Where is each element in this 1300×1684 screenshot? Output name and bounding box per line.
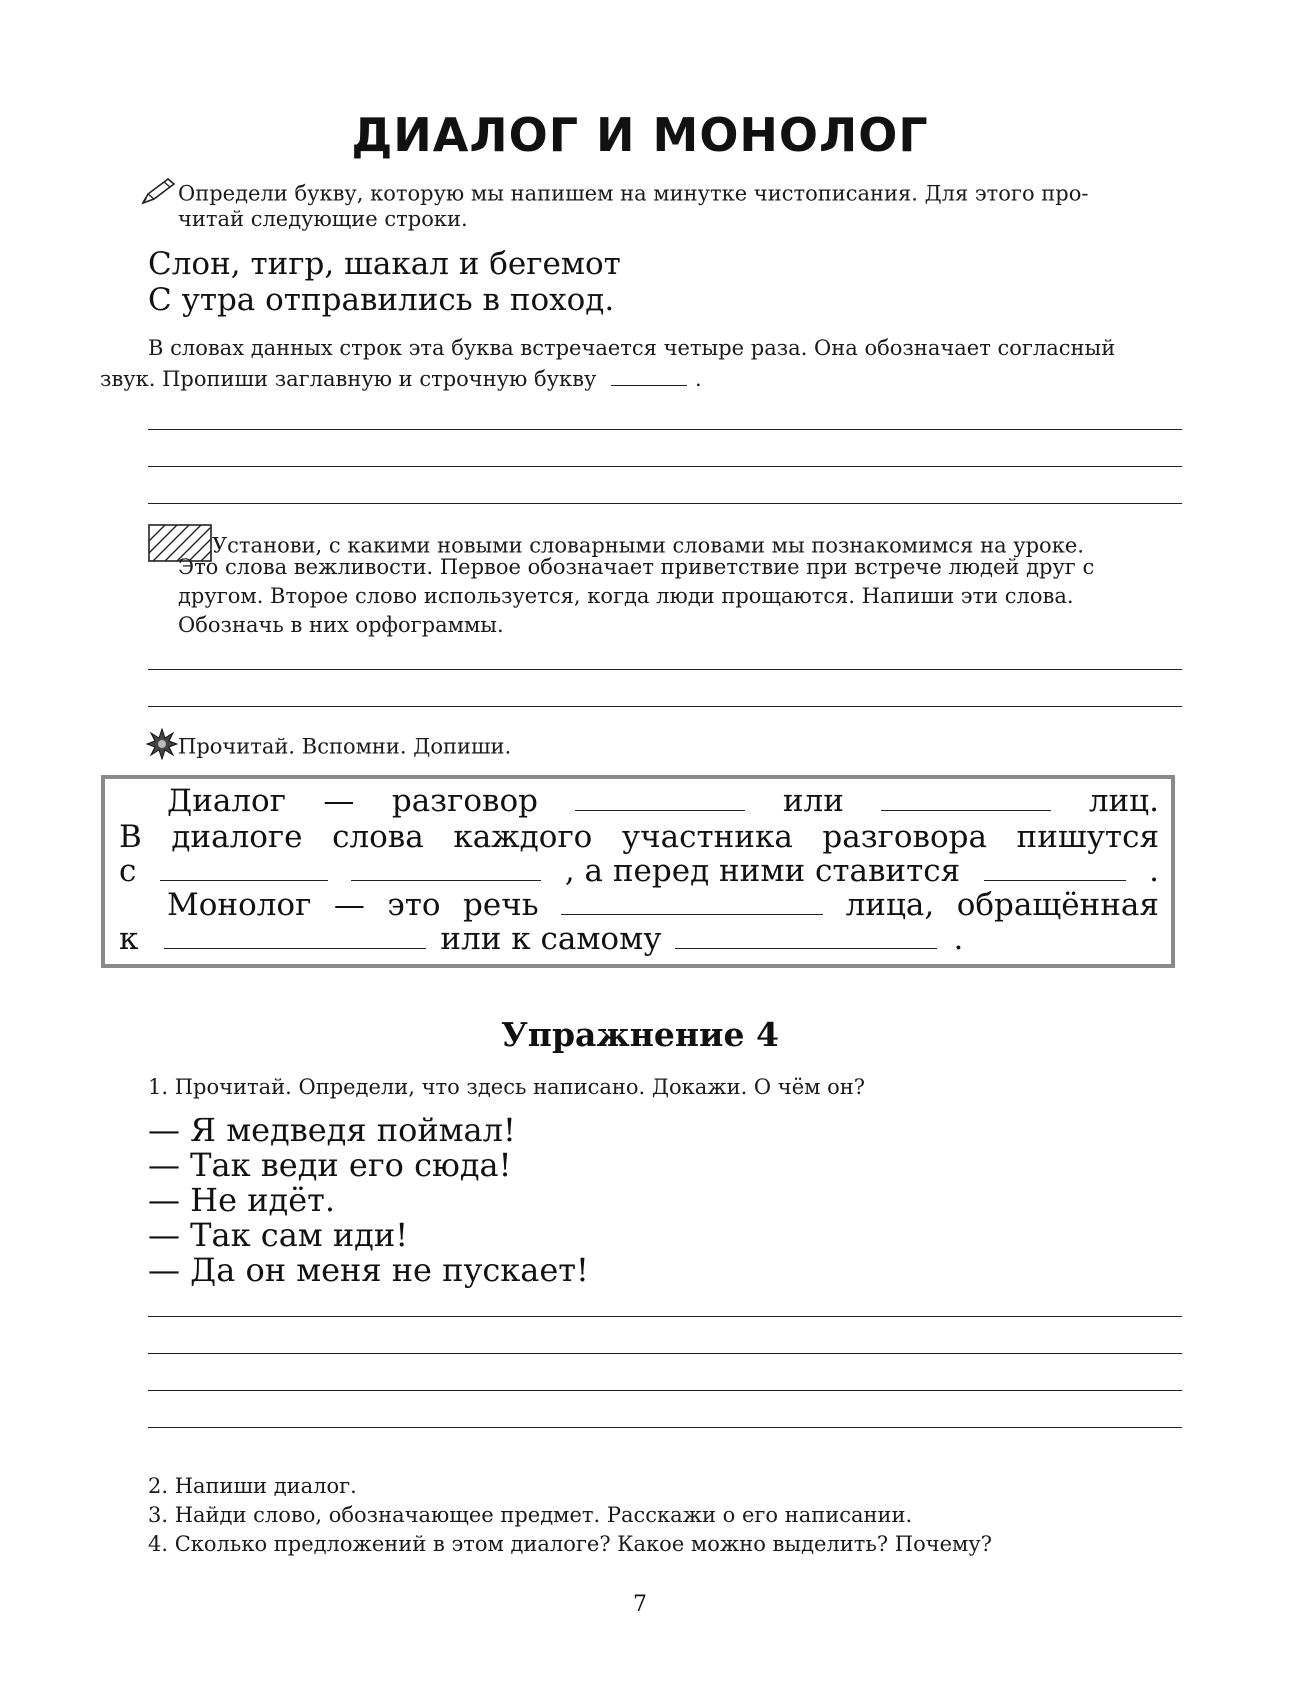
task1-text-line2-content: звук. Пропиши заглавную и строчную букву: [100, 367, 597, 391]
exercise-question-3: 3. Найди слово, обозначающее предмет. Расскажи о его написании.: [148, 1503, 913, 1527]
fill-blank[interactable]: [881, 784, 1051, 811]
writing-line[interactable]: [148, 1316, 1182, 1317]
frame-word: каждого: [453, 819, 593, 855]
frame-word: или к самому: [440, 921, 662, 957]
frame-word: Монолог: [167, 887, 312, 923]
frame-word: участника: [621, 819, 793, 855]
frame-word: или: [782, 783, 844, 819]
frame-line-2: [119, 819, 1159, 855]
exercise-question-2: 2. Напиши диалог.: [148, 1474, 357, 1498]
task2-line1: Установи, с какими новыми словарными словами мы познакомимся на уроке.: [212, 533, 1084, 558]
frame-word: это: [387, 887, 441, 923]
frame-word: В: [119, 819, 142, 855]
letter-blank[interactable]: [611, 363, 687, 386]
fill-blank[interactable]: [984, 854, 1126, 881]
writing-line[interactable]: [148, 503, 1182, 504]
fill-blank[interactable]: [561, 888, 823, 915]
writing-line[interactable]: [148, 466, 1182, 467]
frame-word: разговора: [822, 819, 987, 855]
exercise-heading: Упражнение 4: [501, 1015, 779, 1054]
fill-blank[interactable]: [160, 854, 328, 881]
exercise-question-1: 1. Прочитай. Определи, что здесь написано. Докажи. О чём он?: [148, 1075, 866, 1099]
frame-word: с: [119, 853, 137, 889]
frame-word: .: [1149, 853, 1159, 889]
task2-line4: Обозначь в них орфограммы.: [178, 613, 504, 637]
frame-line-1: [119, 783, 1159, 819]
frame-word: лиц.: [1088, 783, 1159, 819]
fill-blank[interactable]: [351, 854, 541, 881]
task1-line1: Определи букву, которую мы напишем на минутке чистописания. Для этого про-: [178, 181, 1089, 206]
task2-line3: другом. Второе слово используется, когда люди прощаются. Напиши эти слова.: [178, 584, 1074, 608]
dialog-line: — Так веди его сюда!: [148, 1146, 512, 1184]
dialog-line: — Да он меня не пускает!: [148, 1251, 589, 1289]
rule-frame: [101, 775, 1175, 968]
frame-word: речь: [463, 887, 539, 923]
writing-line[interactable]: [148, 1390, 1182, 1391]
frame-word: .: [953, 921, 964, 957]
frame-word: обращённая: [956, 887, 1159, 923]
frame-word: лица,: [845, 887, 935, 923]
writing-line[interactable]: [148, 1427, 1182, 1428]
page-number: 7: [633, 1592, 647, 1617]
poem-line-2: С утра отправились в поход.: [148, 282, 615, 318]
task1-line2: читай следующие строки.: [178, 207, 468, 231]
task1-text-end: .: [695, 367, 702, 391]
page-title: ДИАЛОГ И МОНОЛОГ: [351, 108, 929, 162]
frame-word: пишутся: [1016, 819, 1159, 855]
frame-word: к: [119, 921, 139, 957]
task3-instruction-text: Прочитай. Вспомни. Допиши.: [178, 734, 512, 759]
frame-word: —: [323, 783, 355, 819]
dialog-line: — Не идёт.: [148, 1181, 336, 1219]
star-burst-icon: [146, 728, 178, 768]
pen-icon: [140, 176, 178, 214]
frame-word: слова: [332, 819, 424, 855]
frame-line-5: [119, 921, 1159, 957]
frame-line-3: [119, 853, 1159, 889]
frame-word: , а перед ними ставится: [564, 853, 961, 889]
task2-line2: Это слова вежливости. Первое обозначает приветствие при встрече людей друг с: [178, 555, 1095, 579]
frame-line-4: [119, 887, 1159, 923]
writing-line[interactable]: [148, 706, 1182, 707]
frame-word: Диалог: [167, 783, 286, 819]
fill-blank[interactable]: [164, 922, 426, 949]
frame-word: диалоге: [171, 819, 303, 855]
task1-text-line1: В словах данных строк эта буква встречается четыре раза. Она обозначает согласный: [148, 336, 1116, 360]
writing-line[interactable]: [148, 669, 1182, 670]
fill-blank[interactable]: [575, 784, 745, 811]
fill-blank[interactable]: [675, 922, 937, 949]
frame-word: разговор: [391, 783, 538, 819]
exercise-question-4: 4. Сколько предложений в этом диалоге? Какое можно выделить? Почему?: [148, 1532, 992, 1556]
writing-line[interactable]: [148, 429, 1182, 430]
writing-line[interactable]: [148, 1353, 1182, 1354]
frame-word: —: [333, 887, 365, 923]
poem-line-1: Слон, тигр, шакал и бегемот: [148, 246, 621, 282]
task3-instruction: [146, 728, 511, 768]
dialog-line: — Я медведя поймал!: [148, 1111, 516, 1149]
task1-text-line2: [100, 363, 702, 394]
dialog-line: — Так сам иди!: [148, 1216, 409, 1254]
